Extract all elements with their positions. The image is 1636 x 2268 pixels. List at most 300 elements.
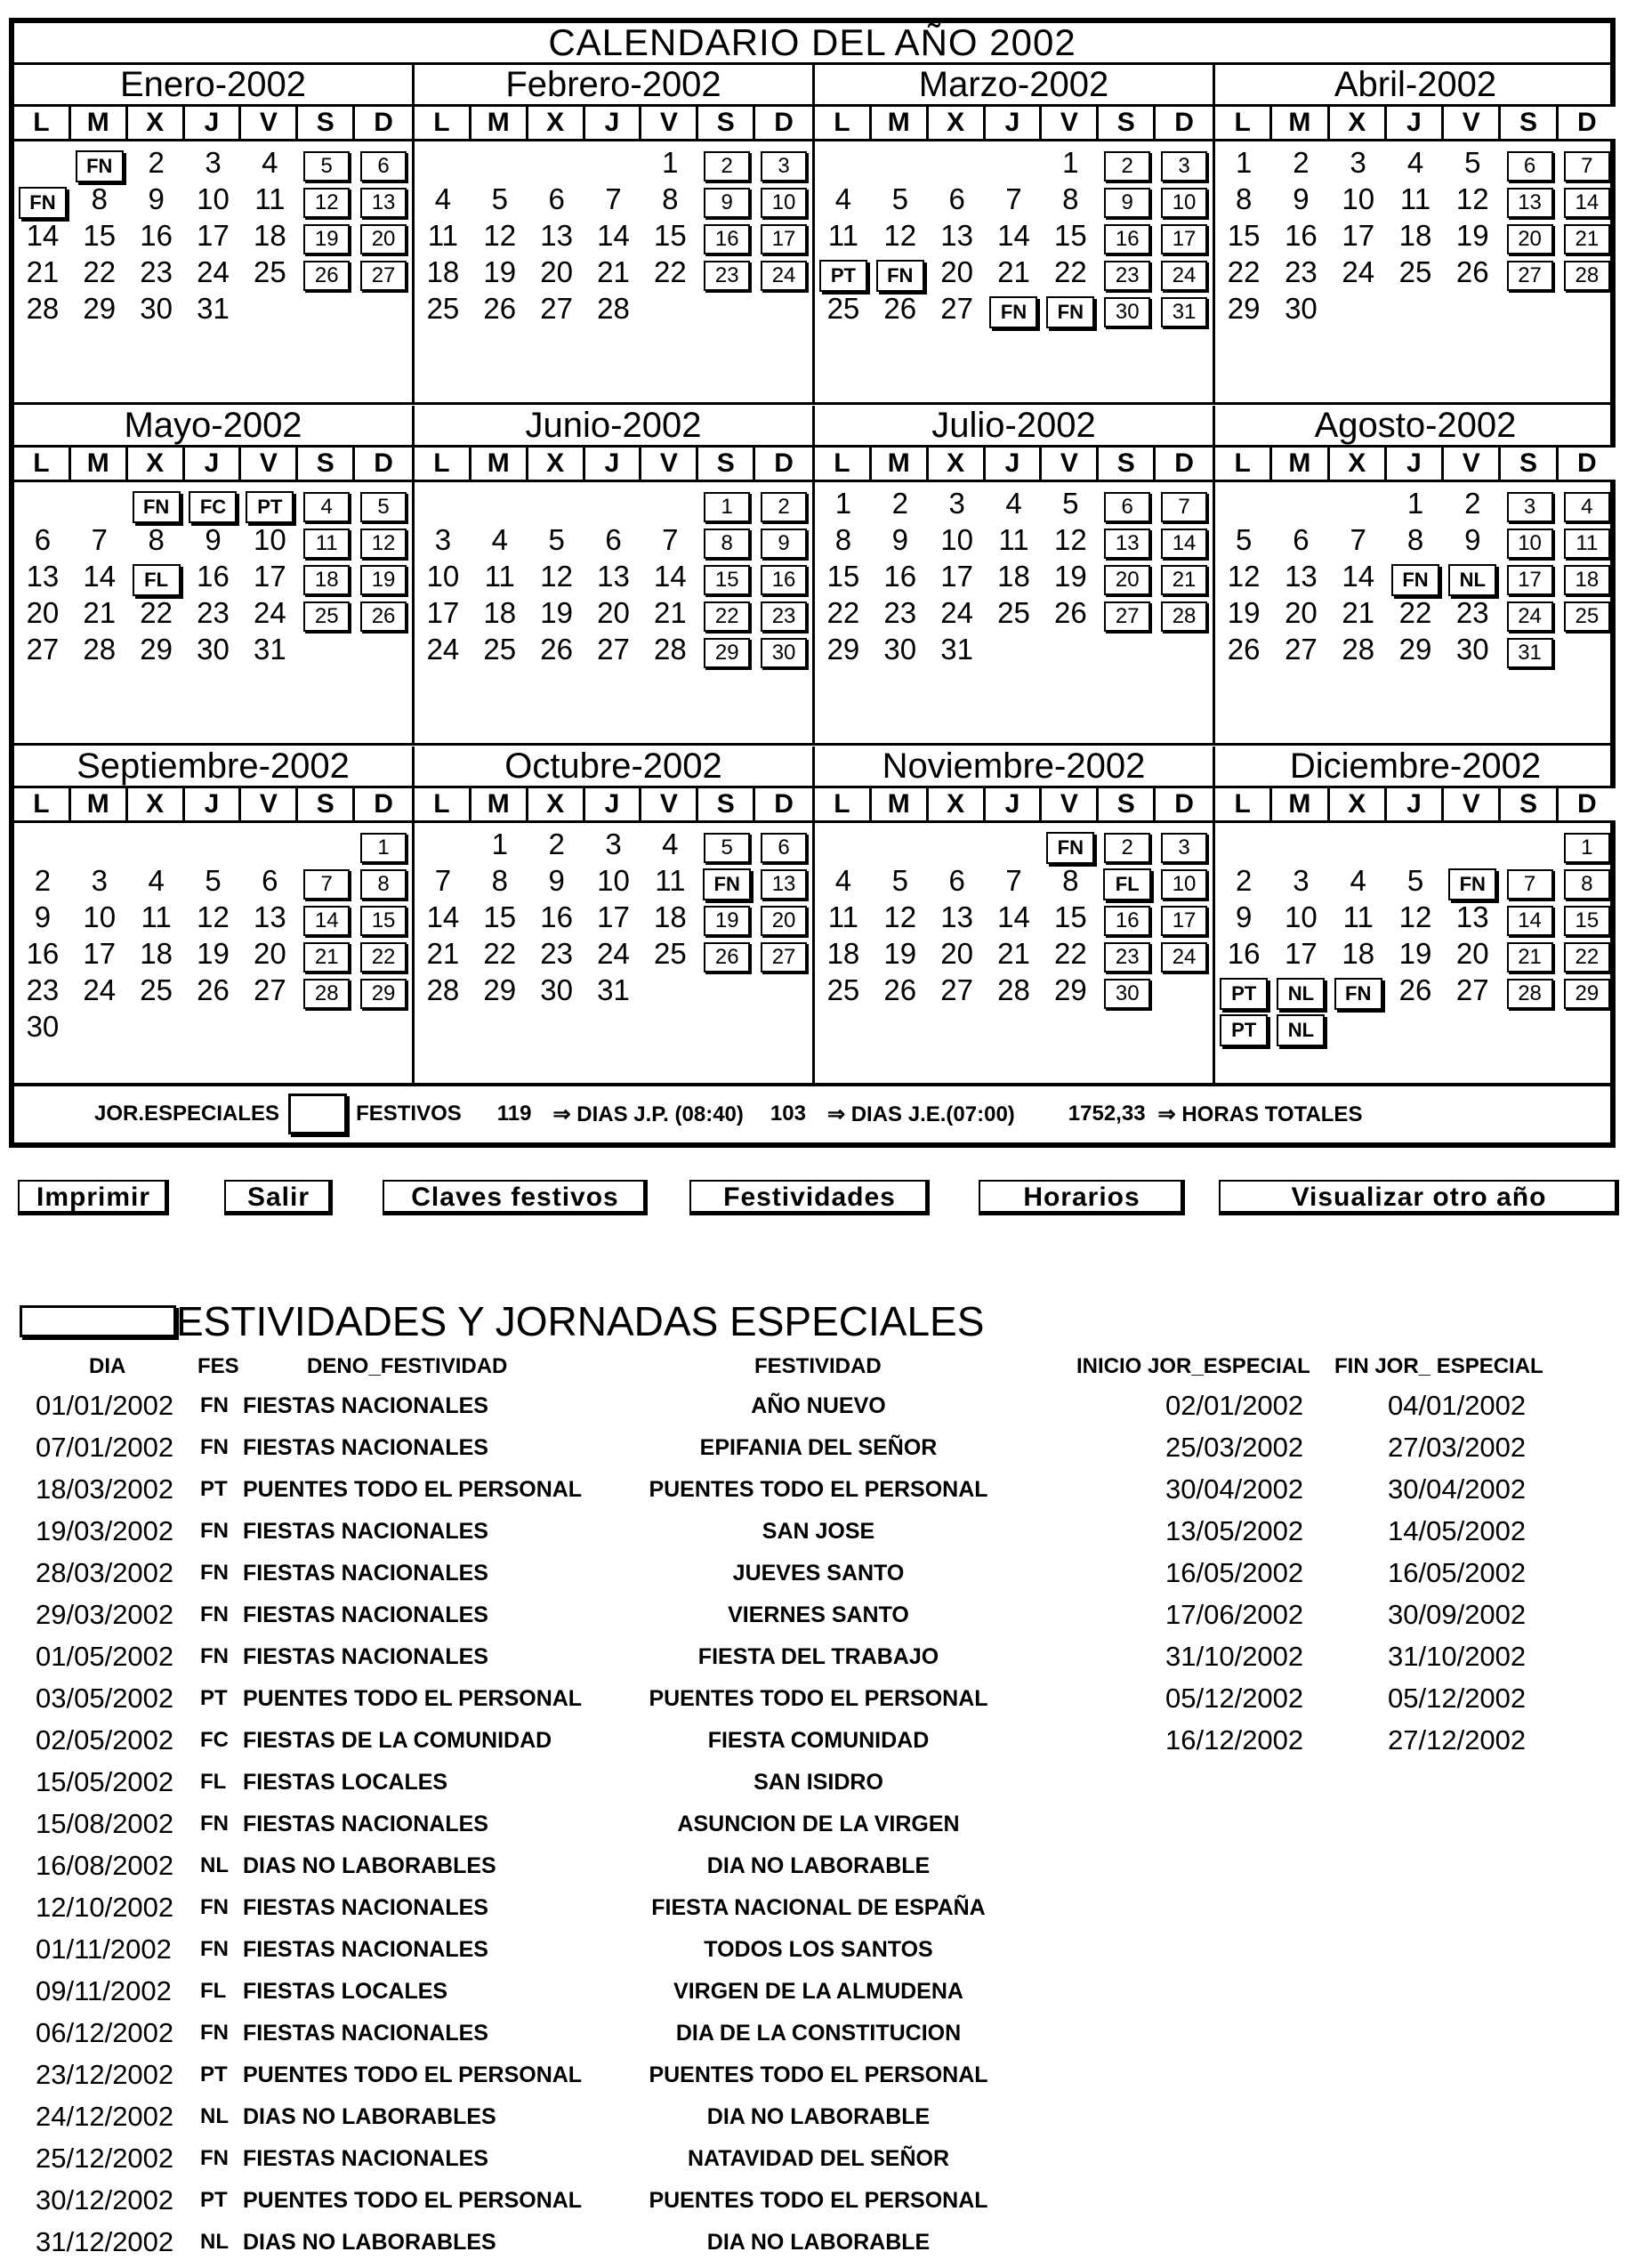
day-cell[interactable] [1042, 182, 1099, 218]
day-cell[interactable] [872, 559, 929, 595]
day-cell[interactable] [986, 254, 1043, 291]
day-cell[interactable] [1156, 182, 1213, 218]
day-cell[interactable] [872, 522, 929, 559]
day-cell[interactable] [185, 182, 242, 218]
holiday-keys-button[interactable]: Claves festivos [383, 1180, 648, 1215]
day-cell[interactable] [1099, 145, 1156, 182]
day-cell[interactable] [755, 486, 812, 522]
day-cell[interactable] [585, 595, 642, 632]
day-cell[interactable] [128, 291, 185, 327]
day-cell[interactable] [986, 522, 1043, 559]
day-cell[interactable] [415, 559, 471, 595]
day-cell[interactable] [872, 486, 929, 522]
day-cell[interactable] [298, 900, 355, 936]
day-cell[interactable] [71, 559, 128, 595]
day-cell[interactable] [1272, 218, 1329, 254]
day-cell[interactable] [815, 218, 872, 254]
day-cell[interactable] [471, 559, 528, 595]
holiday-day-cell[interactable] [1215, 1009, 1272, 1045]
day-cell[interactable] [471, 973, 528, 1009]
holiday-day-cell[interactable] [872, 254, 929, 291]
day-cell[interactable] [1501, 559, 1558, 595]
day-cell[interactable] [698, 145, 755, 182]
day-cell[interactable] [1156, 863, 1213, 900]
day-cell[interactable] [1099, 218, 1156, 254]
day-cell[interactable] [528, 827, 585, 863]
day-cell[interactable] [1042, 522, 1099, 559]
day-cell[interactable] [1559, 182, 1616, 218]
day-cell[interactable] [872, 900, 929, 936]
day-cell[interactable] [641, 218, 698, 254]
day-cell[interactable] [1099, 254, 1156, 291]
day-cell[interactable] [1042, 900, 1099, 936]
day-cell[interactable] [415, 182, 471, 218]
day-cell[interactable] [872, 632, 929, 668]
day-cell[interactable] [128, 863, 185, 900]
day-cell[interactable] [1215, 936, 1272, 973]
day-cell[interactable] [1387, 254, 1444, 291]
day-cell[interactable] [929, 900, 986, 936]
day-cell[interactable] [14, 632, 71, 668]
day-cell[interactable] [1042, 863, 1099, 900]
holiday-day-cell[interactable] [1042, 291, 1099, 327]
day-cell[interactable] [585, 827, 642, 863]
day-cell[interactable] [585, 632, 642, 668]
day-cell[interactable] [14, 218, 71, 254]
day-cell[interactable] [14, 254, 71, 291]
day-cell[interactable] [415, 595, 471, 632]
day-cell[interactable] [128, 218, 185, 254]
day-cell[interactable] [528, 291, 585, 327]
holiday-day-cell[interactable] [241, 486, 298, 522]
holiday-day-cell[interactable] [698, 863, 755, 900]
day-cell[interactable] [1272, 145, 1329, 182]
print-button[interactable]: Imprimir [18, 1180, 169, 1215]
day-cell[interactable] [1559, 827, 1616, 863]
day-cell[interactable] [755, 182, 812, 218]
day-cell[interactable] [185, 973, 242, 1009]
day-cell[interactable] [128, 595, 185, 632]
day-cell[interactable] [1272, 254, 1329, 291]
day-cell[interactable] [298, 218, 355, 254]
day-cell[interactable] [815, 936, 872, 973]
day-cell[interactable] [585, 863, 642, 900]
day-cell[interactable] [355, 559, 412, 595]
day-cell[interactable] [1215, 218, 1272, 254]
day-cell[interactable] [1156, 900, 1213, 936]
day-cell[interactable] [815, 595, 872, 632]
day-cell[interactable] [1156, 559, 1213, 595]
day-cell[interactable] [755, 900, 812, 936]
holiday-day-cell[interactable] [1042, 827, 1099, 863]
day-cell[interactable] [471, 254, 528, 291]
day-cell[interactable] [298, 522, 355, 559]
day-cell[interactable] [1215, 254, 1272, 291]
day-cell[interactable] [1444, 936, 1501, 973]
day-cell[interactable] [1387, 632, 1444, 668]
day-cell[interactable] [1099, 936, 1156, 973]
day-cell[interactable] [1444, 973, 1501, 1009]
exit-button[interactable]: Salir [224, 1180, 333, 1215]
day-cell[interactable] [929, 218, 986, 254]
day-cell[interactable] [298, 973, 355, 1009]
day-cell[interactable] [1042, 973, 1099, 1009]
day-cell[interactable] [1042, 936, 1099, 973]
day-cell[interactable] [355, 254, 412, 291]
day-cell[interactable] [641, 254, 698, 291]
day-cell[interactable] [71, 595, 128, 632]
day-cell[interactable] [528, 936, 585, 973]
holiday-day-cell[interactable] [1330, 973, 1387, 1009]
day-cell[interactable] [872, 863, 929, 900]
day-cell[interactable] [355, 486, 412, 522]
holiday-day-cell[interactable] [815, 254, 872, 291]
day-cell[interactable] [14, 1009, 71, 1045]
day-cell[interactable] [1444, 218, 1501, 254]
day-cell[interactable] [1215, 522, 1272, 559]
view-other-year-button[interactable]: Visualizar otro año [1219, 1180, 1619, 1215]
day-cell[interactable] [298, 863, 355, 900]
day-cell[interactable] [241, 218, 298, 254]
day-cell[interactable] [185, 218, 242, 254]
day-cell[interactable] [355, 863, 412, 900]
day-cell[interactable] [71, 632, 128, 668]
day-cell[interactable] [1559, 559, 1616, 595]
day-cell[interactable] [585, 522, 642, 559]
day-cell[interactable] [1272, 559, 1329, 595]
day-cell[interactable] [415, 291, 471, 327]
day-cell[interactable] [14, 522, 71, 559]
day-cell[interactable] [815, 863, 872, 900]
holiday-day-cell[interactable] [1387, 559, 1444, 595]
day-cell[interactable] [1559, 900, 1616, 936]
day-cell[interactable] [355, 218, 412, 254]
day-cell[interactable] [528, 182, 585, 218]
day-cell[interactable] [415, 522, 471, 559]
day-cell[interactable] [1099, 559, 1156, 595]
day-cell[interactable] [1272, 632, 1329, 668]
day-cell[interactable] [71, 522, 128, 559]
day-cell[interactable] [755, 559, 812, 595]
day-cell[interactable] [1215, 559, 1272, 595]
day-cell[interactable] [698, 218, 755, 254]
day-cell[interactable] [415, 254, 471, 291]
day-cell[interactable] [298, 486, 355, 522]
day-cell[interactable] [1387, 595, 1444, 632]
day-cell[interactable] [355, 182, 412, 218]
day-cell[interactable] [755, 254, 812, 291]
day-cell[interactable] [1387, 218, 1444, 254]
day-cell[interactable] [415, 900, 471, 936]
day-cell[interactable] [355, 936, 412, 973]
day-cell[interactable] [1272, 291, 1329, 327]
day-cell[interactable] [1330, 936, 1387, 973]
day-cell[interactable] [528, 218, 585, 254]
day-cell[interactable] [241, 973, 298, 1009]
day-cell[interactable] [929, 559, 986, 595]
day-cell[interactable] [755, 218, 812, 254]
day-cell[interactable] [755, 863, 812, 900]
day-cell[interactable] [1330, 863, 1387, 900]
day-cell[interactable] [1156, 522, 1213, 559]
day-cell[interactable] [1330, 218, 1387, 254]
day-cell[interactable] [755, 827, 812, 863]
day-cell[interactable] [585, 559, 642, 595]
day-cell[interactable] [128, 145, 185, 182]
day-cell[interactable] [1387, 522, 1444, 559]
day-cell[interactable] [698, 900, 755, 936]
day-cell[interactable] [528, 559, 585, 595]
holiday-day-cell[interactable] [71, 145, 128, 182]
day-cell[interactable] [929, 632, 986, 668]
day-cell[interactable] [815, 559, 872, 595]
day-cell[interactable] [585, 973, 642, 1009]
day-cell[interactable] [929, 291, 986, 327]
day-cell[interactable] [585, 291, 642, 327]
holiday-day-cell[interactable] [14, 182, 71, 218]
day-cell[interactable] [14, 973, 71, 1009]
day-cell[interactable] [471, 900, 528, 936]
day-cell[interactable] [71, 863, 128, 900]
day-cell[interactable] [528, 973, 585, 1009]
day-cell[interactable] [986, 900, 1043, 936]
day-cell[interactable] [1272, 900, 1329, 936]
day-cell[interactable] [929, 595, 986, 632]
day-cell[interactable] [929, 973, 986, 1009]
day-cell[interactable] [1559, 595, 1616, 632]
day-cell[interactable] [929, 486, 986, 522]
day-cell[interactable] [355, 595, 412, 632]
day-cell[interactable] [528, 632, 585, 668]
day-cell[interactable] [585, 182, 642, 218]
holiday-day-cell[interactable] [185, 486, 242, 522]
day-cell[interactable] [1501, 182, 1558, 218]
day-cell[interactable] [471, 218, 528, 254]
day-cell[interactable] [185, 291, 242, 327]
day-cell[interactable] [298, 559, 355, 595]
holiday-day-cell[interactable] [128, 559, 185, 595]
day-cell[interactable] [986, 863, 1043, 900]
day-cell[interactable] [128, 936, 185, 973]
day-cell[interactable] [585, 218, 642, 254]
day-cell[interactable] [471, 291, 528, 327]
day-cell[interactable] [872, 973, 929, 1009]
day-cell[interactable] [585, 254, 642, 291]
day-cell[interactable] [415, 218, 471, 254]
day-cell[interactable] [1099, 522, 1156, 559]
day-cell[interactable] [1156, 145, 1213, 182]
day-cell[interactable] [1387, 486, 1444, 522]
day-cell[interactable] [241, 595, 298, 632]
day-cell[interactable] [471, 182, 528, 218]
day-cell[interactable] [185, 595, 242, 632]
day-cell[interactable] [355, 827, 412, 863]
day-cell[interactable] [1444, 632, 1501, 668]
day-cell[interactable] [1444, 145, 1501, 182]
day-cell[interactable] [415, 632, 471, 668]
day-cell[interactable] [128, 182, 185, 218]
day-cell[interactable] [986, 973, 1043, 1009]
day-cell[interactable] [641, 900, 698, 936]
day-cell[interactable] [1272, 182, 1329, 218]
day-cell[interactable] [872, 291, 929, 327]
day-cell[interactable] [872, 936, 929, 973]
day-cell[interactable] [1272, 522, 1329, 559]
day-cell[interactable] [1042, 254, 1099, 291]
day-cell[interactable] [755, 595, 812, 632]
day-cell[interactable] [185, 900, 242, 936]
holiday-day-cell[interactable] [1215, 973, 1272, 1009]
day-cell[interactable] [1099, 486, 1156, 522]
day-cell[interactable] [185, 145, 242, 182]
day-cell[interactable] [929, 522, 986, 559]
day-cell[interactable] [1042, 145, 1099, 182]
day-cell[interactable] [755, 522, 812, 559]
day-cell[interactable] [185, 559, 242, 595]
day-cell[interactable] [471, 595, 528, 632]
day-cell[interactable] [1215, 632, 1272, 668]
day-cell[interactable] [1156, 218, 1213, 254]
day-cell[interactable] [1387, 863, 1444, 900]
day-cell[interactable] [471, 522, 528, 559]
day-cell[interactable] [986, 595, 1043, 632]
day-cell[interactable] [1156, 936, 1213, 973]
day-cell[interactable] [1272, 595, 1329, 632]
day-cell[interactable] [185, 254, 242, 291]
day-cell[interactable] [241, 145, 298, 182]
day-cell[interactable] [698, 559, 755, 595]
day-cell[interactable] [641, 827, 698, 863]
day-cell[interactable] [71, 291, 128, 327]
day-cell[interactable] [298, 182, 355, 218]
day-cell[interactable] [755, 632, 812, 668]
day-cell[interactable] [71, 973, 128, 1009]
day-cell[interactable] [1387, 973, 1444, 1009]
day-cell[interactable] [241, 900, 298, 936]
day-cell[interactable] [71, 900, 128, 936]
day-cell[interactable] [1501, 900, 1558, 936]
day-cell[interactable] [528, 863, 585, 900]
day-cell[interactable] [1215, 863, 1272, 900]
day-cell[interactable] [298, 595, 355, 632]
day-cell[interactable] [929, 863, 986, 900]
day-cell[interactable] [641, 595, 698, 632]
day-cell[interactable] [698, 254, 755, 291]
day-cell[interactable] [1272, 863, 1329, 900]
day-cell[interactable] [929, 936, 986, 973]
day-cell[interactable] [128, 632, 185, 668]
day-cell[interactable] [185, 936, 242, 973]
day-cell[interactable] [128, 973, 185, 1009]
day-cell[interactable] [1559, 254, 1616, 291]
day-cell[interactable] [1501, 218, 1558, 254]
day-cell[interactable] [986, 218, 1043, 254]
holiday-day-cell[interactable] [1272, 1009, 1329, 1045]
day-cell[interactable] [872, 218, 929, 254]
day-cell[interactable] [241, 863, 298, 900]
day-cell[interactable] [241, 632, 298, 668]
day-cell[interactable] [929, 254, 986, 291]
day-cell[interactable] [471, 827, 528, 863]
day-cell[interactable] [1215, 145, 1272, 182]
day-cell[interactable] [1330, 182, 1387, 218]
day-cell[interactable] [1444, 522, 1501, 559]
day-cell[interactable] [1156, 595, 1213, 632]
day-cell[interactable] [415, 973, 471, 1009]
day-cell[interactable] [986, 486, 1043, 522]
day-cell[interactable] [14, 291, 71, 327]
day-cell[interactable] [986, 559, 1043, 595]
day-cell[interactable] [1042, 218, 1099, 254]
day-cell[interactable] [1501, 595, 1558, 632]
day-cell[interactable] [698, 632, 755, 668]
day-cell[interactable] [1501, 632, 1558, 668]
day-cell[interactable] [1444, 486, 1501, 522]
day-cell[interactable] [641, 145, 698, 182]
day-cell[interactable] [1099, 595, 1156, 632]
day-cell[interactable] [641, 863, 698, 900]
day-cell[interactable] [1387, 900, 1444, 936]
day-cell[interactable] [241, 254, 298, 291]
day-cell[interactable] [128, 254, 185, 291]
day-cell[interactable] [298, 936, 355, 973]
day-cell[interactable] [241, 936, 298, 973]
day-cell[interactable] [815, 632, 872, 668]
day-cell[interactable] [71, 936, 128, 973]
day-cell[interactable] [1501, 522, 1558, 559]
day-cell[interactable] [1501, 936, 1558, 973]
day-cell[interactable] [528, 522, 585, 559]
day-cell[interactable] [1099, 291, 1156, 327]
day-cell[interactable] [471, 632, 528, 668]
holiday-day-cell[interactable] [1444, 559, 1501, 595]
day-cell[interactable] [1042, 559, 1099, 595]
day-cell[interactable] [815, 973, 872, 1009]
day-cell[interactable] [528, 595, 585, 632]
day-cell[interactable] [1272, 936, 1329, 973]
day-cell[interactable] [1559, 973, 1616, 1009]
day-cell[interactable] [1387, 145, 1444, 182]
day-cell[interactable] [986, 182, 1043, 218]
day-cell[interactable] [585, 900, 642, 936]
day-cell[interactable] [1501, 254, 1558, 291]
day-cell[interactable] [1215, 291, 1272, 327]
day-cell[interactable] [1501, 863, 1558, 900]
holiday-day-cell[interactable] [1444, 863, 1501, 900]
day-cell[interactable] [755, 936, 812, 973]
day-cell[interactable] [71, 254, 128, 291]
day-cell[interactable] [471, 863, 528, 900]
day-cell[interactable] [585, 936, 642, 973]
day-cell[interactable] [355, 145, 412, 182]
day-cell[interactable] [355, 973, 412, 1009]
day-cell[interactable] [14, 863, 71, 900]
day-cell[interactable] [1444, 900, 1501, 936]
day-cell[interactable] [641, 182, 698, 218]
day-cell[interactable] [1330, 559, 1387, 595]
day-cell[interactable] [641, 559, 698, 595]
day-cell[interactable] [128, 522, 185, 559]
day-cell[interactable] [71, 182, 128, 218]
day-cell[interactable] [185, 863, 242, 900]
day-cell[interactable] [1330, 595, 1387, 632]
day-cell[interactable] [755, 145, 812, 182]
day-cell[interactable] [1215, 900, 1272, 936]
day-cell[interactable] [698, 936, 755, 973]
holiday-day-cell[interactable] [128, 486, 185, 522]
day-cell[interactable] [1099, 900, 1156, 936]
day-cell[interactable] [528, 900, 585, 936]
